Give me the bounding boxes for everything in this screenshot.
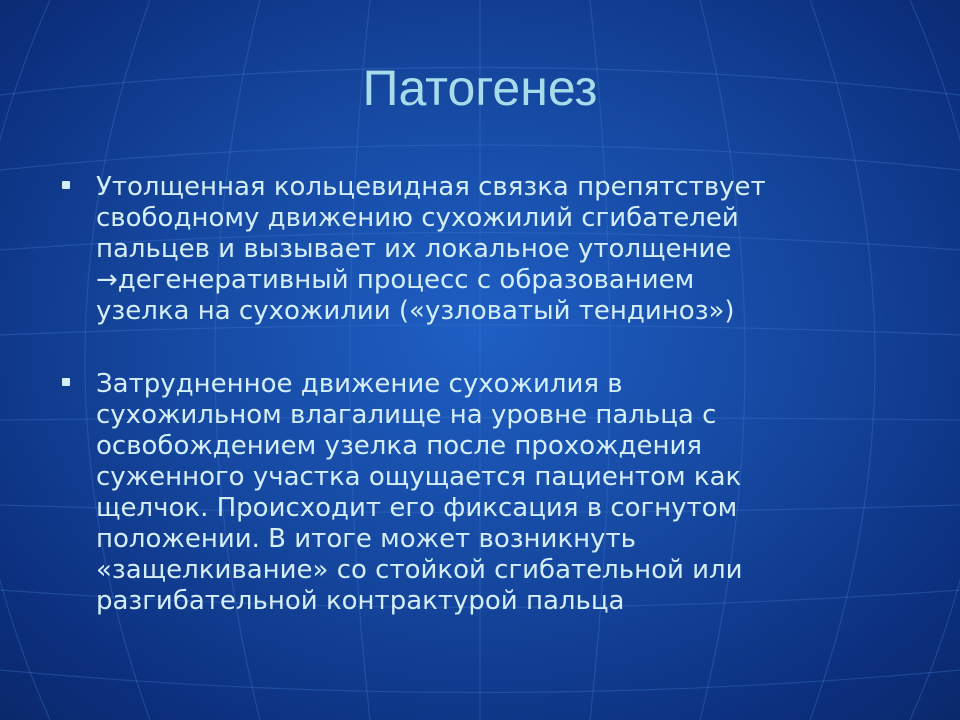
bullet-text-line: сухожильном влагалище на уровне пальца с (96, 400, 717, 430)
slide-title: Патогенез (362, 60, 598, 116)
bullet-text-line: щелчок. Происходит его фиксация в согнутом (96, 493, 738, 523)
bullet-text-line: положении. В итоге может возникнуть (96, 524, 637, 554)
bullet-list (62, 172, 922, 659)
bullet-item (62, 172, 922, 327)
bullet-text-line: Утолщенная кольцевидная связка препятствует (96, 172, 766, 202)
bullet-item (62, 369, 922, 617)
square-bullet-icon (62, 378, 70, 386)
bullet-text-line: разгибательной контрактурой пальца (96, 586, 625, 616)
bullet-text-line: суженного участка ощущается пациентом как (96, 462, 742, 492)
bullet-text-line: Затрудненное движение сухожилия в (96, 369, 623, 399)
bullet-text-line: «защелкивание» со стойкой сгибательной или (96, 555, 743, 585)
bullet-text-line: пальцев и вызывает их локальное утолщение (96, 234, 732, 264)
bullet-text-line: свободному движению сухожилий сгибателей (96, 203, 739, 233)
bullet-text-line: узелка на сухожилии («узловатый тендиноз») (96, 296, 735, 326)
bullet-text-line: →дегенеративный процесс с образованием (96, 265, 695, 295)
square-bullet-icon (62, 181, 70, 189)
bullet-text-line: освобождением узелка после прохождения (96, 431, 702, 461)
